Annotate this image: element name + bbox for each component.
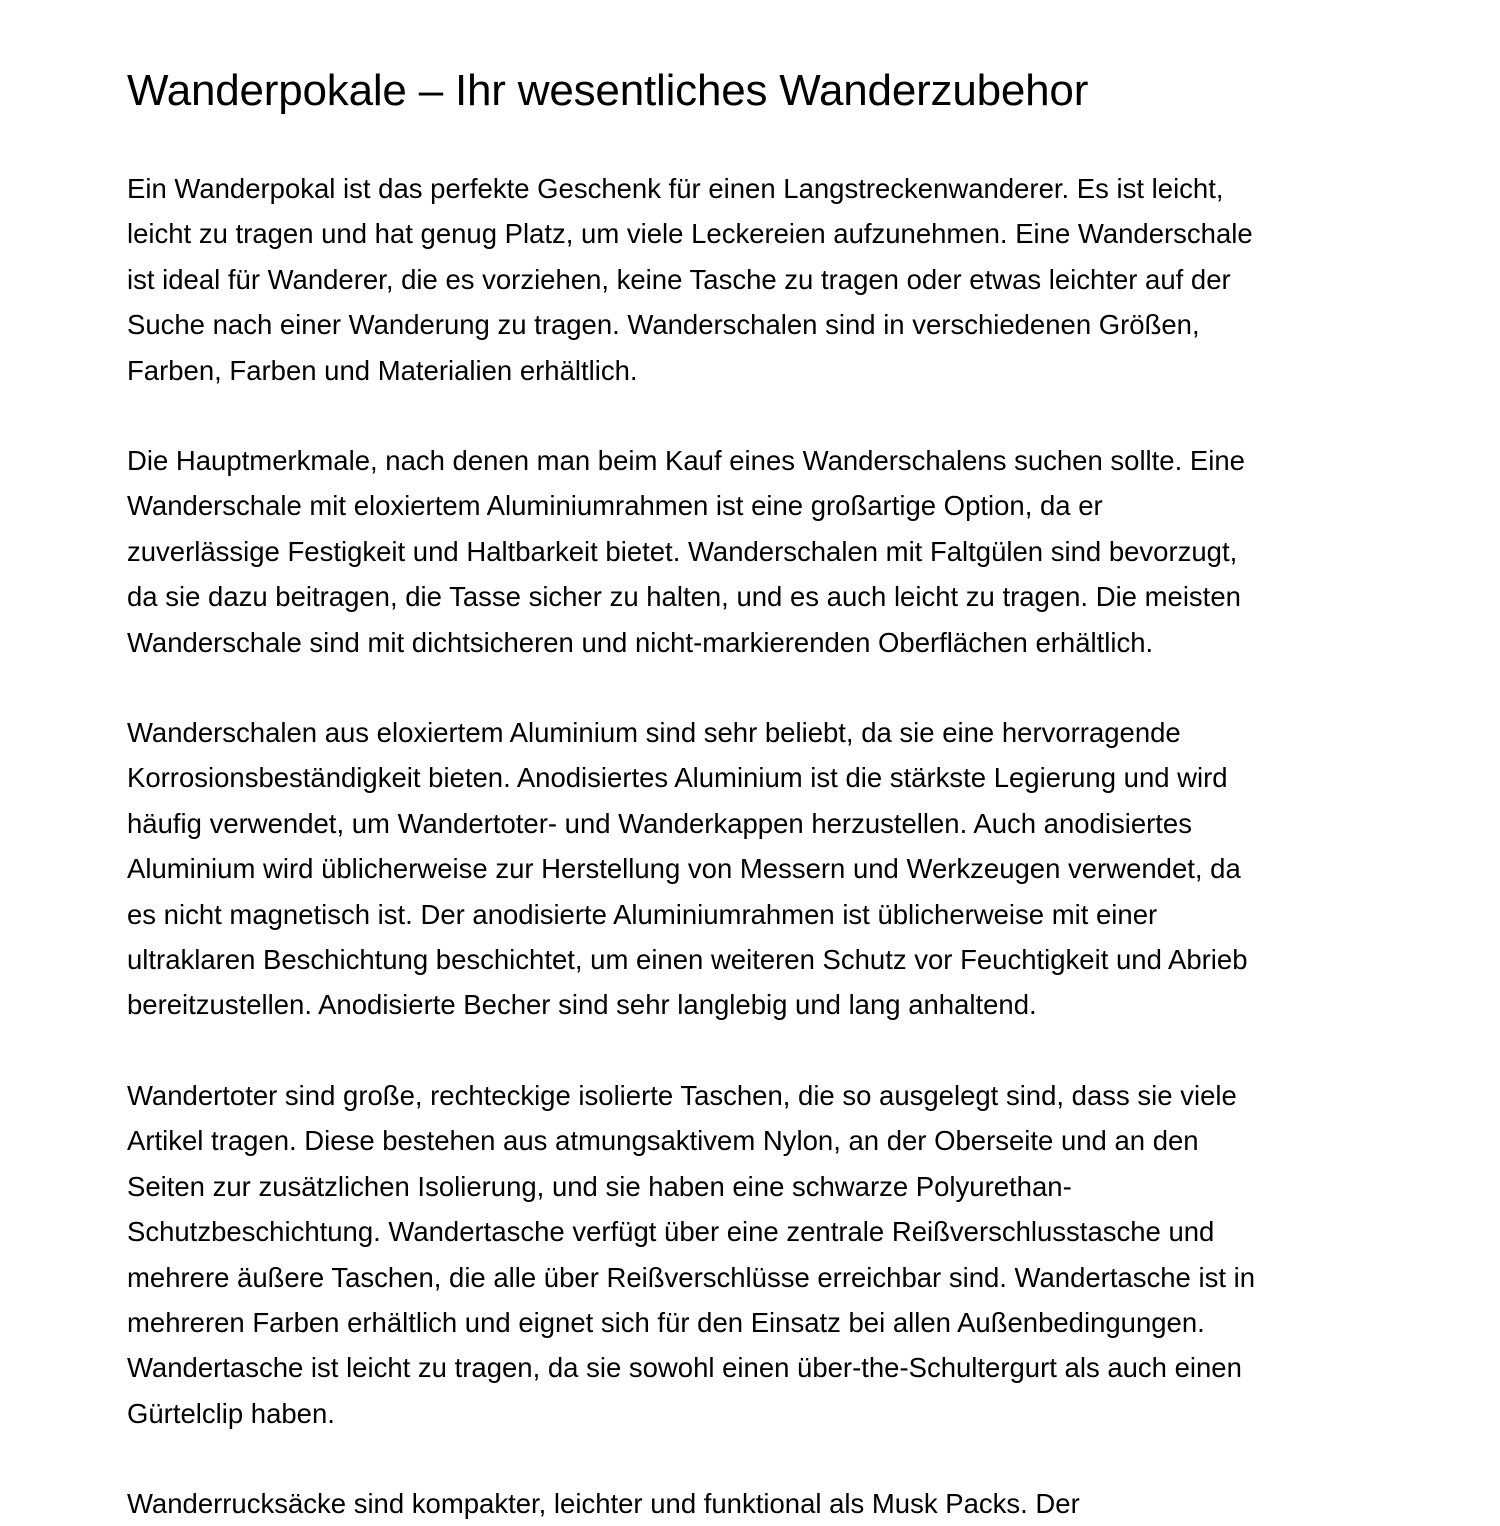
paragraph-4	[127, 1073, 1387, 1436]
text-line: Wanderschalen aus eloxiertem Aluminium sind sehr beliebt, da sie eine hervorragende	[127, 717, 1181, 748]
text-line: Aluminium wird üblicherweise zur Herstellung von Messern und Werkzeugen verwendet, da	[127, 853, 1241, 885]
paragraph-3	[127, 710, 1387, 1028]
text-line: ist ideal für Wanderer, die es vorziehen, keine Tasche zu tragen oder etwas leichter auf der	[127, 263, 1231, 295]
text-line: Korrosionsbeständigkeit bieten. Anodisiertes Aluminium ist die stärkste Legierung und wird	[127, 762, 1228, 794]
text-line: häufig verwendet, um Wandertoter- und Wanderkappen herzustellen. Auch anodisiertes	[127, 807, 1192, 839]
paragraph-1	[127, 166, 1387, 393]
text-line: Gürtelclip haben.	[127, 1397, 335, 1429]
text-line: ultraklaren Beschichtung beschichtet, um einen weiteren Schutz vor Feuchtigkeit und Abrieb	[127, 943, 1248, 975]
text-line: Seiten zur zusätzlichen Isolierung, und sie haben eine schwarze Polyurethan-	[127, 1170, 1072, 1202]
text-line: zuverlässige Festigkeit und Haltbarkeit bietet. Wanderschalen mit Faltgülen sind bevorzugt,	[127, 535, 1238, 567]
text-line: mehrere äußere Taschen, die alle über Reißverschlüsse erreichbar sind. Wandertasche ist in	[127, 1261, 1256, 1293]
text-line: Wanderschale mit eloxiertem Aluminiumrahmen ist eine großartige Option, da er	[127, 490, 1103, 522]
paragraph-2	[127, 438, 1387, 665]
text-line: Schutzbeschichtung. Wandertasche verfügt über eine zentrale Reißverschlusstasche und	[127, 1216, 1215, 1248]
text-line: Ein Wanderpokal ist das perfekte Geschenk für einen Langstreckenwanderer. Es ist leicht,	[127, 173, 1224, 204]
text-line: Die Hauptmerkmale, nach denen man beim Kauf eines Wanderschalens suchen sollte. Eine	[127, 445, 1245, 476]
text-line: leicht zu tragen und hat genug Platz, um viele Leckereien aufzunehmen. Eine Wanderschale	[127, 218, 1253, 250]
text-line: Suche nach einer Wanderung zu tragen. Wanderschalen sind in verschiedenen Größen,	[127, 309, 1200, 341]
text-line: Artikel tragen. Diese bestehen aus atmungsaktivem Nylon, an der Oberseite und an den	[127, 1125, 1199, 1157]
document-title: Wanderpokale – Ihr wesentliches Wanderzubehor	[127, 66, 1089, 115]
text-line: es nicht magnetisch ist. Der anodisierte Aluminiumrahmen ist üblicherweise mit einer	[127, 898, 1158, 930]
text-line: Farben, Farben und Materialien erhältlich.	[127, 354, 638, 386]
text-line: Wanderrucksäcke sind kompakter, leichter und funktional als Musk Packs. Der	[127, 1488, 1080, 1519]
text-line: da sie dazu beitragen, die Tasse sicher zu halten, und es auch leicht zu tragen. Die meisten	[127, 581, 1241, 613]
paragraph-5	[127, 1481, 1387, 1526]
text-line: Wandertoter sind große, rechteckige isolierte Taschen, die so ausgelegt sind, dass sie viele	[127, 1080, 1237, 1111]
text-line: mehreren Farben erhältlich und eignet sich für den Einsatz bei allen Außenbedingungen.	[127, 1306, 1205, 1338]
text-line: bereitzustellen. Anodisierte Becher sind sehr langlebig und lang anhaltend.	[127, 989, 1037, 1021]
text-line: Wanderschale sind mit dichtsicheren und nicht-markierenden Oberflächen erhältlich.	[127, 626, 1154, 658]
text-line: Wandertasche ist leicht zu tragen, da sie sowohl einen über-the-Schultergurt als auch einen	[127, 1352, 1242, 1384]
